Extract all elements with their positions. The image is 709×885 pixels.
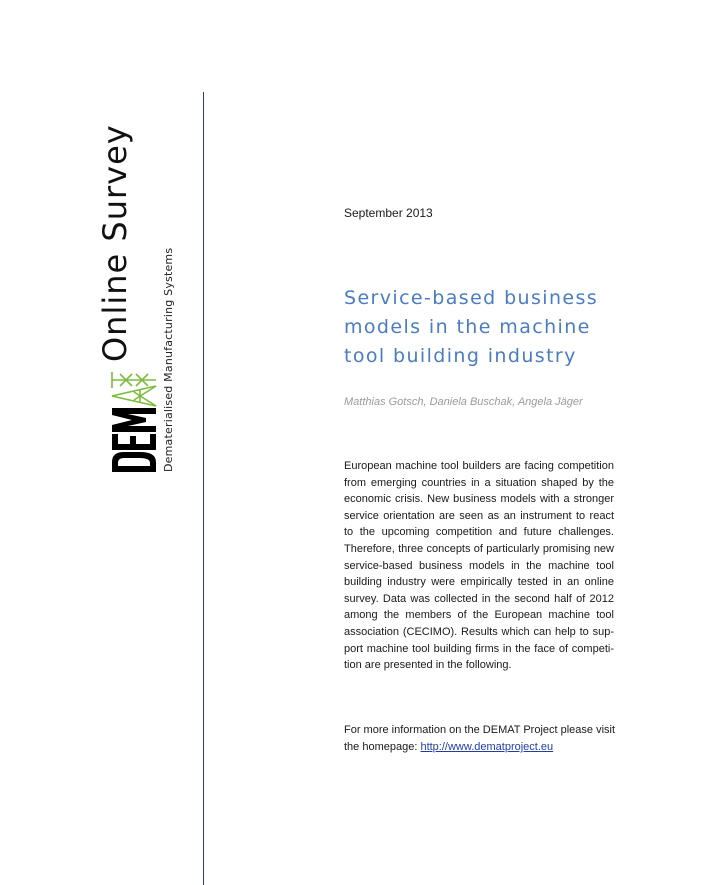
more-info <box>344 722 619 756</box>
homepage-link[interactable]: http://www.dematproject.eu <box>420 741 554 753</box>
sidebar <box>96 124 175 472</box>
more-info-text: For more information on the DEMAT Project please visit the homepage: <box>344 724 616 753</box>
sidebar-title: Online Survey <box>96 124 134 362</box>
demat-logo <box>110 372 160 472</box>
document-title: Service-based business models in the machine tool building industry <box>344 287 599 367</box>
abstract: European machine tool builders are facing competition from emerging countries in a situation shaped by the economic crisis. New business models with a stronger service orientation are seen as an instrument to react to the upcoming competition and future challenges. Therefore, three concepts of particularly promising new service-based business models in the machine tool building industry were empirically tested in an online survey. Data was collected in the second half of 2012 among the members of the European machine tool association (CECIMO). Results which can help to support machine tool building firms in the face of competition are presented in the following. <box>344 460 614 672</box>
vertical-divider <box>203 92 204 885</box>
authors: Matthias Gotsch, Daniela Buschak, Angela Jäger <box>344 396 583 408</box>
sidebar-subtitle: Dematerialised Manufacturing Systems <box>162 247 175 472</box>
publication-date: September 2013 <box>344 206 433 220</box>
